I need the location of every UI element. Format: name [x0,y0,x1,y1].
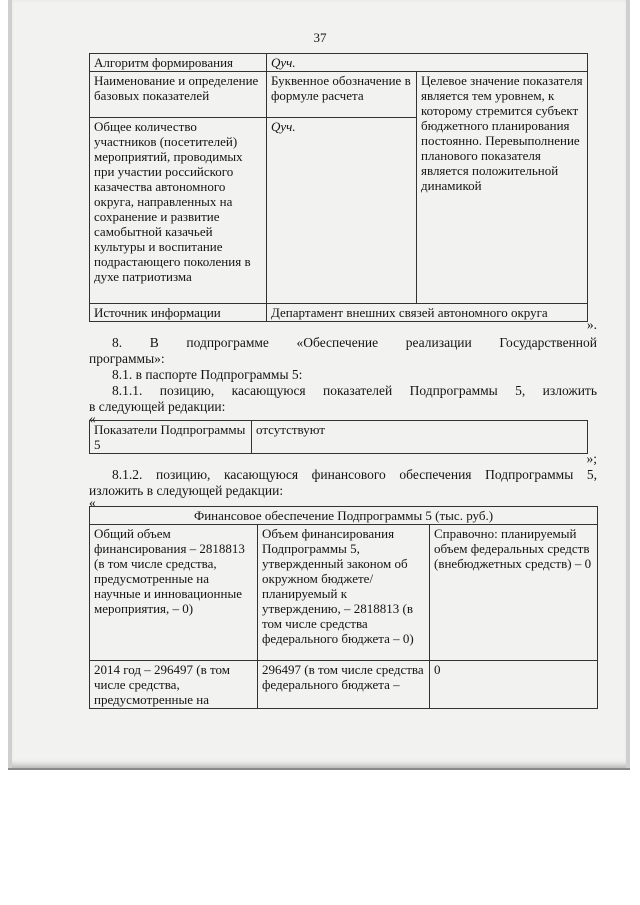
indicators-label: Показатели Подпрограммы 5 [90,421,252,454]
source-value: Департамент внешних связей автономного округа [267,304,588,322]
close-quote-1: ». [586,317,597,332]
financing-reference: Справочно: планируемый объем федеральных средств (внебюджетных средств) – 0 [430,525,598,661]
indicator-letter: Qуч. [267,118,417,304]
indicator-table [89,53,588,322]
financing-approved: Объем финансирования Подпрограммы 5, утвержденный законом об окружном бюджете/планируемый к утверждению, – 2818813 (в том числе средства федерального бюджета – 0) [258,525,430,661]
paragraph-8-1-1-line1: 8.1.1. позицию, касающуюся показателей Подпрограммы 5, изложить [112,383,597,398]
financing-total: Общий объем финансирования – 2818813 (в том числе средства, предусмотренные на научные и инновационные мероприятия, – 0) [90,525,258,661]
header-row [90,72,588,118]
open-quote-1: « [89,411,96,426]
subprogram-indicators-table [89,420,588,454]
paragraph-8-line2: программы»: [89,351,165,366]
page-number: 37 [313,30,327,45]
header-name: Наименование и определение базовых показателей [90,72,267,118]
algo-value: Qуч. [267,54,588,72]
indicators-value: отсутствуют [252,421,588,454]
paragraph-8-line1: 8. В подпрограмме «Обеспечение реализации Государственной [112,335,597,350]
target-value-cell: Целевое значение показателя является тем уровнем, к которому стремится субъект бюджетного планирования постоянно. Перевыполнение планового показателя является положительной динамикой [417,72,588,304]
indicator-name: Общее количество участников (посетителей) мероприятий, проводимых при участии российского казачества автономного округа, направленных на сохранение и развитие самобытной казачьей культуры и воспитание подрастающего поколения в духе патриотизма [90,118,267,304]
paragraph-8-1-2-line1: 8.1.2. позицию, касающуюся финансового обеспечения Подпрограммы 5, [112,467,597,482]
financing-2014-row [90,661,598,709]
indicators-row [90,421,588,454]
algo-row [90,54,588,72]
financing-2014-total: 2014 год – 296497 (в том числе средства, предусмотренные на [90,661,258,709]
page-edge-left [8,0,12,768]
source-label: Источник информации [90,304,267,322]
financing-2014-approved: 296497 (в том числе средства федерального бюджета – [258,661,430,709]
page-edge-right [626,0,630,768]
close-quote-2: »; [586,451,597,466]
financing-total-row [90,525,598,661]
paragraph-8-1: 8.1. в паспорте Подпрограммы 5: [112,367,303,382]
financing-title: Финансовое обеспечение Подпрограммы 5 (тыс. руб.) [90,507,598,525]
financing-2014-reference: 0 [430,661,598,709]
financing-title-row [90,507,598,525]
algo-label: Алгоритм формирования [90,54,267,72]
paragraph-8-1-2-line2: изложить в следующей редакции: [89,483,284,498]
paragraph-8-1-1-line2: в следующей редакции: [89,399,226,414]
financing-table [89,506,598,709]
header-letter: Буквенное обозначение в формуле расчета [267,72,417,118]
open-quote-2: « [89,495,96,510]
